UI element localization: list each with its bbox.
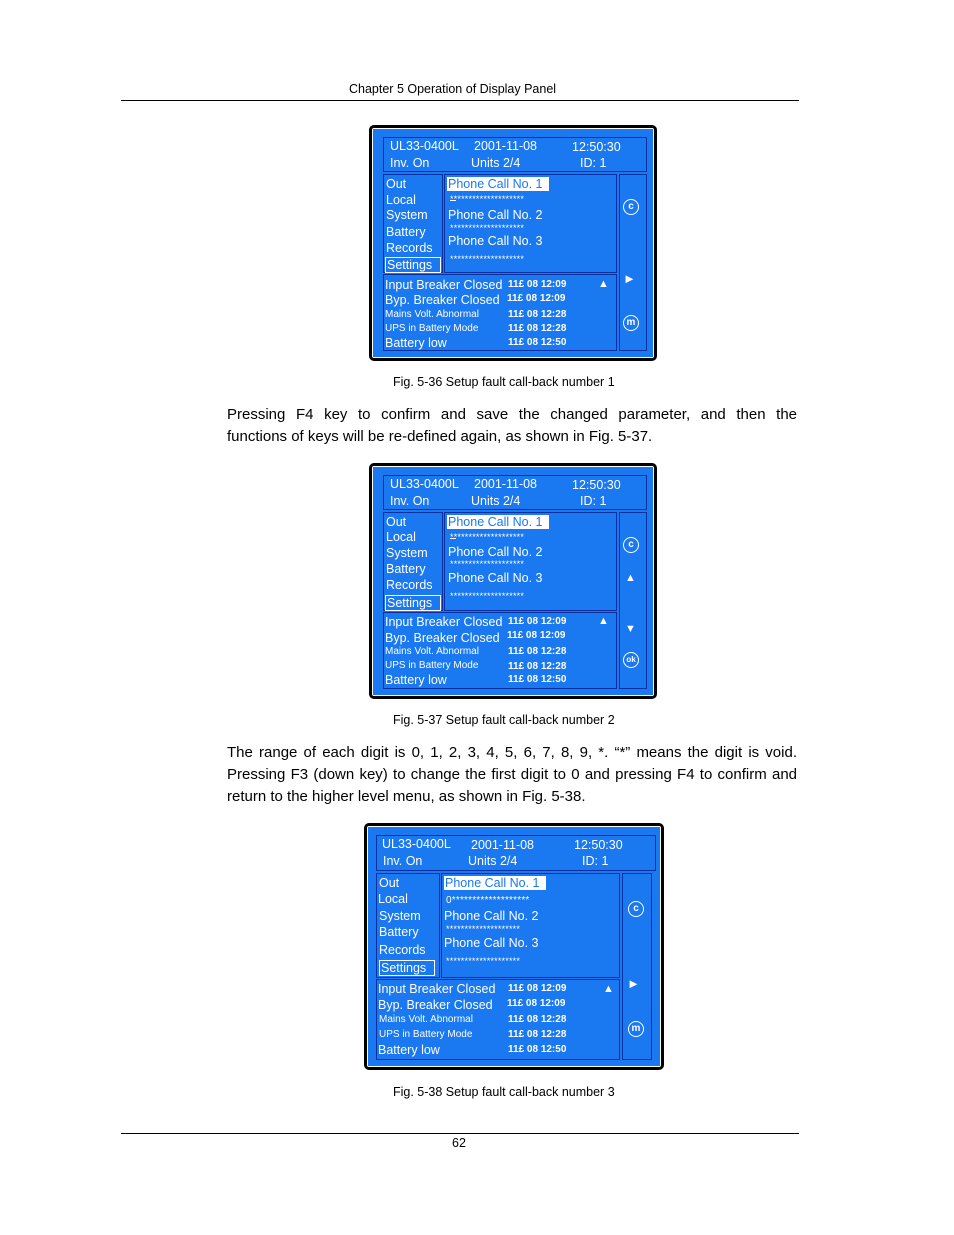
right-arrow-icon[interactable]: ► bbox=[623, 271, 636, 286]
lcd-time: 12:50:30 bbox=[572, 140, 621, 154]
phone-call-2[interactable]: Phone Call No. 2 bbox=[448, 208, 543, 222]
fault-text: Battery low bbox=[378, 1043, 440, 1057]
lcd-status: Inv. On bbox=[390, 156, 430, 170]
lcd-figure-36 bbox=[369, 125, 657, 361]
fault-stamp: 11£ 08 12:28 bbox=[508, 309, 567, 320]
phone-number-2: ******************** bbox=[450, 559, 525, 569]
lcd-date: 2001-11-08 bbox=[474, 477, 538, 491]
menu-item-system[interactable]: System bbox=[386, 546, 428, 560]
menu-item-battery[interactable]: Battery bbox=[386, 562, 426, 576]
phone-number-3: ******************** bbox=[450, 254, 525, 264]
down-arrow-icon[interactable]: ▼ bbox=[625, 623, 636, 635]
phone-number-1: ******************** bbox=[450, 532, 525, 542]
lcd-units: Units 2/4 bbox=[471, 494, 521, 508]
menu-item-settings-selected[interactable]: Settings bbox=[385, 257, 441, 273]
phone-call-3[interactable]: Phone Call No. 3 bbox=[448, 234, 543, 248]
fault-text: Byp. Breaker Closed bbox=[378, 998, 493, 1012]
fault-text: Mains Volt. Abnormal bbox=[385, 309, 479, 320]
paragraph-line: return to the higher level menu, as shown in Fig. 5-38. bbox=[227, 788, 586, 805]
menu-item-records[interactable]: Records bbox=[386, 241, 433, 255]
fault-stamp: 11£ 08 12:50 bbox=[508, 674, 567, 685]
phone-number-3: ******************** bbox=[446, 956, 521, 966]
fault-stamp: 11£ 08 12:09 bbox=[508, 616, 567, 627]
fault-text: Battery low bbox=[385, 336, 447, 350]
key-c-icon[interactable]: c bbox=[623, 537, 639, 553]
fault-stamp: 11£ 08 12:09 bbox=[507, 998, 566, 1009]
fault-stamp: 11£ 08 12:50 bbox=[508, 1044, 567, 1055]
paragraph-1 bbox=[227, 404, 797, 448]
paragraph-line: functions of keys will be re-defined again, as shown in Fig. 5-37. bbox=[227, 428, 653, 445]
menu-item-out[interactable]: Out bbox=[379, 876, 400, 890]
figure-caption: Fig. 5-37 Setup fault call-back number 2 bbox=[393, 713, 615, 727]
fault-stamp: 11£ 08 12:50 bbox=[508, 337, 567, 348]
lcd-date: 2001-11-08 bbox=[471, 838, 535, 852]
key-c-icon[interactable]: c bbox=[628, 901, 644, 917]
phone-number-1: 0******************* bbox=[446, 895, 530, 906]
fault-text: Input Breaker Closed bbox=[378, 982, 496, 996]
figure-caption: Fig. 5-38 Setup fault call-back number 3 bbox=[393, 1085, 615, 1099]
fault-text: UPS in Battery Mode bbox=[385, 660, 479, 671]
lcd-units: Units 2/4 bbox=[468, 854, 518, 868]
fault-text: Mains Volt. Abnormal bbox=[385, 646, 479, 657]
lcd-status: Inv. On bbox=[383, 854, 423, 868]
fault-text: Byp. Breaker Closed bbox=[385, 293, 500, 307]
key-m-icon[interactable]: m bbox=[628, 1021, 644, 1037]
fault-text: UPS in Battery Mode bbox=[379, 1029, 473, 1040]
page-number: 62 bbox=[452, 1136, 466, 1150]
phone-number-3: ******************** bbox=[450, 591, 525, 601]
menu-item-out[interactable]: Out bbox=[386, 515, 407, 529]
menu-item-settings-selected[interactable]: Settings bbox=[379, 960, 435, 976]
menu-item-battery[interactable]: Battery bbox=[379, 925, 419, 939]
scroll-up-icon[interactable]: ▲ bbox=[598, 615, 609, 627]
lcd-figure-38 bbox=[364, 823, 664, 1070]
paragraph-2 bbox=[227, 742, 797, 808]
menu-item-battery[interactable]: Battery bbox=[386, 225, 426, 239]
fault-stamp: 11£ 08 12:09 bbox=[508, 279, 567, 290]
fault-stamp: 11£ 08 12:09 bbox=[507, 630, 566, 641]
scroll-up-icon[interactable]: ▲ bbox=[603, 983, 614, 995]
right-arrow-icon[interactable]: ► bbox=[627, 976, 640, 991]
phone-call-1-selected[interactable]: Phone Call No. 1 bbox=[444, 876, 546, 890]
menu-item-local[interactable]: Local bbox=[386, 530, 416, 544]
fault-stamp: 11£ 08 12:28 bbox=[508, 1029, 567, 1040]
phone-number-2: ******************** bbox=[450, 223, 525, 233]
menu-item-records[interactable]: Records bbox=[379, 943, 426, 957]
fault-stamp: 11£ 08 12:28 bbox=[508, 323, 567, 334]
phone-call-2[interactable]: Phone Call No. 2 bbox=[448, 545, 543, 559]
lcd-model: UL33-0400L bbox=[390, 477, 459, 491]
phone-number-1: ******************** bbox=[450, 194, 525, 204]
lcd-date: 2001-11-08 bbox=[474, 139, 538, 153]
lcd-figure-37 bbox=[369, 463, 657, 699]
menu-item-local[interactable]: Local bbox=[378, 892, 408, 906]
lcd-model: UL33-0400L bbox=[382, 837, 451, 851]
lcd-time: 12:50:30 bbox=[572, 478, 621, 492]
figure-caption: Fig. 5-36 Setup fault call-back number 1 bbox=[393, 375, 615, 389]
fault-stamp: 11£ 08 12:28 bbox=[508, 661, 567, 672]
scroll-up-icon[interactable]: ▲ bbox=[598, 278, 609, 290]
menu-item-system[interactable]: System bbox=[379, 909, 421, 923]
key-m-icon[interactable]: m bbox=[623, 315, 639, 331]
lcd-time: 12:50:30 bbox=[574, 838, 623, 852]
fault-stamp: 11£ 08 12:09 bbox=[508, 983, 567, 994]
footer-rule bbox=[121, 1133, 799, 1134]
phone-call-3[interactable]: Phone Call No. 3 bbox=[448, 571, 543, 585]
paragraph-line: Pressing F4 key to confirm and save the changed parameter, and then the bbox=[227, 406, 797, 423]
menu-item-records[interactable]: Records bbox=[386, 578, 433, 592]
fault-text: UPS in Battery Mode bbox=[385, 323, 479, 334]
lcd-id: ID: 1 bbox=[582, 854, 609, 868]
phone-number-2: ******************** bbox=[446, 924, 521, 934]
menu-item-out[interactable]: Out bbox=[386, 177, 407, 191]
lcd-id: ID: 1 bbox=[580, 494, 607, 508]
phone-call-1-selected[interactable]: Phone Call No. 1 bbox=[447, 177, 549, 191]
fault-stamp: 11£ 08 12:28 bbox=[508, 1014, 567, 1025]
up-arrow-icon[interactable]: ▲ bbox=[625, 572, 636, 584]
fault-text: Input Breaker Closed bbox=[385, 278, 503, 292]
phone-call-2[interactable]: Phone Call No. 2 bbox=[444, 909, 539, 923]
lcd-model: UL33-0400L bbox=[390, 139, 459, 153]
fault-text: Battery low bbox=[385, 673, 447, 687]
paragraph-line: The range of each digit is 0, 1, 2, 3, 4, 5, 6, 7, 8, 9, *. “*” means the digit is void. bbox=[227, 744, 797, 761]
key-c-icon[interactable]: c bbox=[623, 199, 639, 215]
lcd-id: ID: 1 bbox=[580, 156, 607, 170]
paragraph-line: Pressing F3 (down key) to change the first digit to 0 and pressing F4 to confirm and bbox=[227, 766, 797, 783]
menu-item-local[interactable]: Local bbox=[386, 193, 416, 207]
fault-text: Byp. Breaker Closed bbox=[385, 631, 500, 645]
menu-item-system[interactable]: System bbox=[386, 208, 428, 222]
header-rule bbox=[121, 100, 799, 101]
key-ok-icon[interactable]: ok bbox=[623, 652, 639, 668]
fault-stamp: 11£ 08 12:09 bbox=[507, 293, 566, 304]
chapter-header: Chapter 5 Operation of Display Panel bbox=[349, 82, 557, 96]
phone-call-1-selected[interactable]: Phone Call No. 1 bbox=[447, 515, 549, 529]
phone-call-3[interactable]: Phone Call No. 3 bbox=[444, 936, 539, 950]
fault-text: Input Breaker Closed bbox=[385, 615, 503, 629]
fault-text: Mains Volt. Abnormal bbox=[379, 1014, 473, 1025]
menu-item-settings-selected[interactable]: Settings bbox=[385, 595, 441, 611]
lcd-status: Inv. On bbox=[390, 494, 430, 508]
fault-stamp: 11£ 08 12:28 bbox=[508, 646, 567, 657]
lcd-units: Units 2/4 bbox=[471, 156, 521, 170]
